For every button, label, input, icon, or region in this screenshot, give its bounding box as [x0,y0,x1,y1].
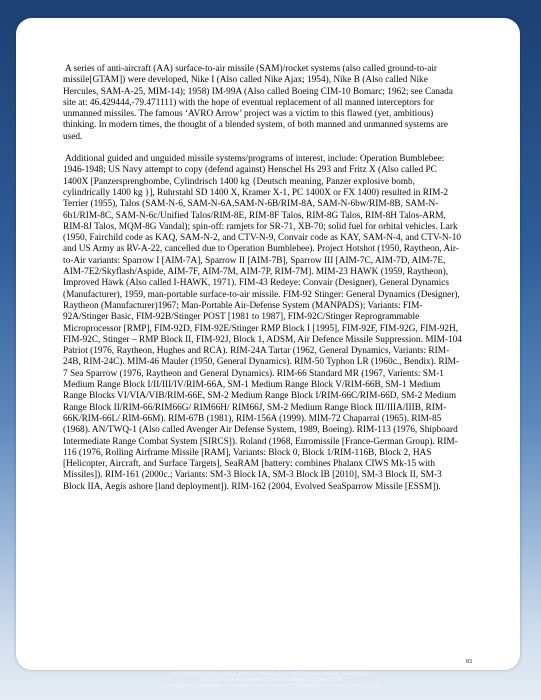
document-body [63,64,463,493]
footer [0,648,541,700]
footer-brand-row [0,654,541,672]
info-line: FOR FURTHER INFORMATION: HTTP://WWW.AROOHA.COM [199,678,342,683]
notice-line: COPYRIGHTED MATERIAL • DO NOT COPY • DO NOT DISTRIBUTE • DO NOT REPRODUCE [162,684,379,689]
page-number: 83 [466,659,472,665]
copyright-line: © COPYRIGHT 2016. FREE WORLD PRESS LTD./ AROOHA ALL RIGHTS RESERVED [171,672,370,677]
paragraph-sam-systems: A series of anti-aircraft (AA) surface-to-air missile (SAM)/rocket systems (also called ground-to-air missile[GTAM]) were developed, Nike I (Also called Nike Ajax; 1954), Nike B (Also called Nike Hercules, SAM-A-25, MIM-14); 1958) IM-99A (Also called Boeing CIM-10 Bomarc; 1962; see Canada site at: 46.429444,-79.471111) with the hope of eventual replacement of all manned interceptors for unmanned missiles. The famous ‘AVRO Arrow’ project was a victim to this flawed (yet, ambitious) thinking. In modern times, the thought of a blended system, of both manned and unmanned systems are used. [63,64,453,142]
paragraph-missile-programs: Additional guided and unguided missile systems/programs of interest, include: Operation Bumblebee: 1946-1948; US Navy attempt to copy (defend against) Henschel Hs 293 and Fritz X (Also called PC 1400X [Panzersprengbombe, Cylindrisch 1400 kg {Deutsch meaning, Panzer explosive bomb, cylindrically 1400 kg }], Ruhrstahl SD 1400 X, Kramer X-1, PC 1400X or FX 1400) resulted in RIM-2 Terrier (1955), Talos (SAM-N-6, SAM-N-6A,SAM-N-6B/RIM-8A, SAM-N-6bw/RIM-8B, SAM-N-6b1/RIM-8C, SAM-N-6c/Unified Talos/RIM-8E, RIM-8F Talos, RIM-8G Talos, RIM-8H Talos-ARM, RIM-8J Talos, MQM-8G Vandal); spin-off: ramjets for SR-71, XB-70; solid fuel for orbital vehicles. Lark (1950, Fairchild code as KAQ, SAM-N-2, and CTV-N-9, Convair code as KAY, SAM-N-4, and CTV-N-10 and US Army as RV-A-22, cancelled due to Operation Bumblebee). Project Hotshot (1950, Raytheon, Air-to-Air variants: Sparrow I [AIM-7A], Sparrow II [AIM-7B], Sparrow III [AIM-7C, AIM-7D, AIM-7E, AIM-7E2/Skyflash/Aspide, AIM-7F, AIM-7M, AIM-7P, RIM-7M]. MIM-23 HAWK (1959, Raytheon), Improved Hawk (Also called I-HAWK, 1971). FIM-43 Redeye: Convair (Designer), General Dynamics (Manufacturer), 1959, man-portable surface-to-air missile. FIM-92 Stinger: General Dynamics (Designer), Raytheon (Manufacturer)1967; Man-Portable Air-Defense System (MANPADS); Variants: FIM-92A/Stinger Basic, FIM-92B/Stinger POST [1981 to 1987], FIM-92C/Stinger Reprogrammable Microprocessor [RMP], FIM-92D, FIM-92E/Stinger RMP Block I [1995], FIM-92F, FIM-92G, FIM-92H, FIM-92C, Stinger – RMP Block II, FIM-92J, Block 1, ADSM, Air Defence Missile Suppression. MIM-104 Patriot (1976, Raytheon, Hughes and RCA). RIM-24A Tartar (1962, General Dynamics, Variants: RIM-24B, RIM-24C). MIM-46 Mauler (1950, General Dynamics). RIM-50 Typhon LR (1960c., Bendix). RIM-7 Sea Sparrow (1976, Raytheon and General Dynamics). RIM-66 Standard MR (1967, Varients: SM-1 Medium Range Block I/II/III/IV/RIM-66A, SM-1 Medium Range Block V/RIM-66B, SM-1 Medium Range Blocks VI/VIA/VIB/RIM-66E, SM-2 Medium Range Block I/RIM-66C/RIM-66D, SM-2 Medium Range Block II/RIM-66/RIM66G/ RIM66H/ RIM66J, SM-2 Medium Range Block III/IIIA/IIIB, RIM-66K/RIM-66L/ RIM-66M). RIM-67B (1981), RIM-156A (1999). MIM-72 Chaparral (1965). RIM-85 (1968). AN/TWQ-1 (Also called Avenger Air Defense System, 1989, Boeing). RIM-113 (1976, Shipboard Intermediate Range Combat System [SIRCS]). Roland (1968, Euromissile [France-German Group). RIM-116 (1976, Rolling Airframe Missile [RAM], Variants: Block 0, Block 1/RIM-116B, Block 2, HAS [Helicopter, Aircraft, and Surface Targets], SeaRAM [battery: combines Phalanx CIWS Mk-15 with Missiles]). RIM-161 (2000c.; Variants: SM-3 Block IA, SM-3 Block IB [2010], SM-3 Block II, SM-3 Block IIA, Aegis ashore [land deployment]). RIM-162 (2004, Evolved SeaSparrow Missile [ESSM]). [63,154,462,492]
brand-name: ΛRΩOHΛ ΛRCTIC [228,657,339,669]
aroo-logo-icon [203,654,223,672]
